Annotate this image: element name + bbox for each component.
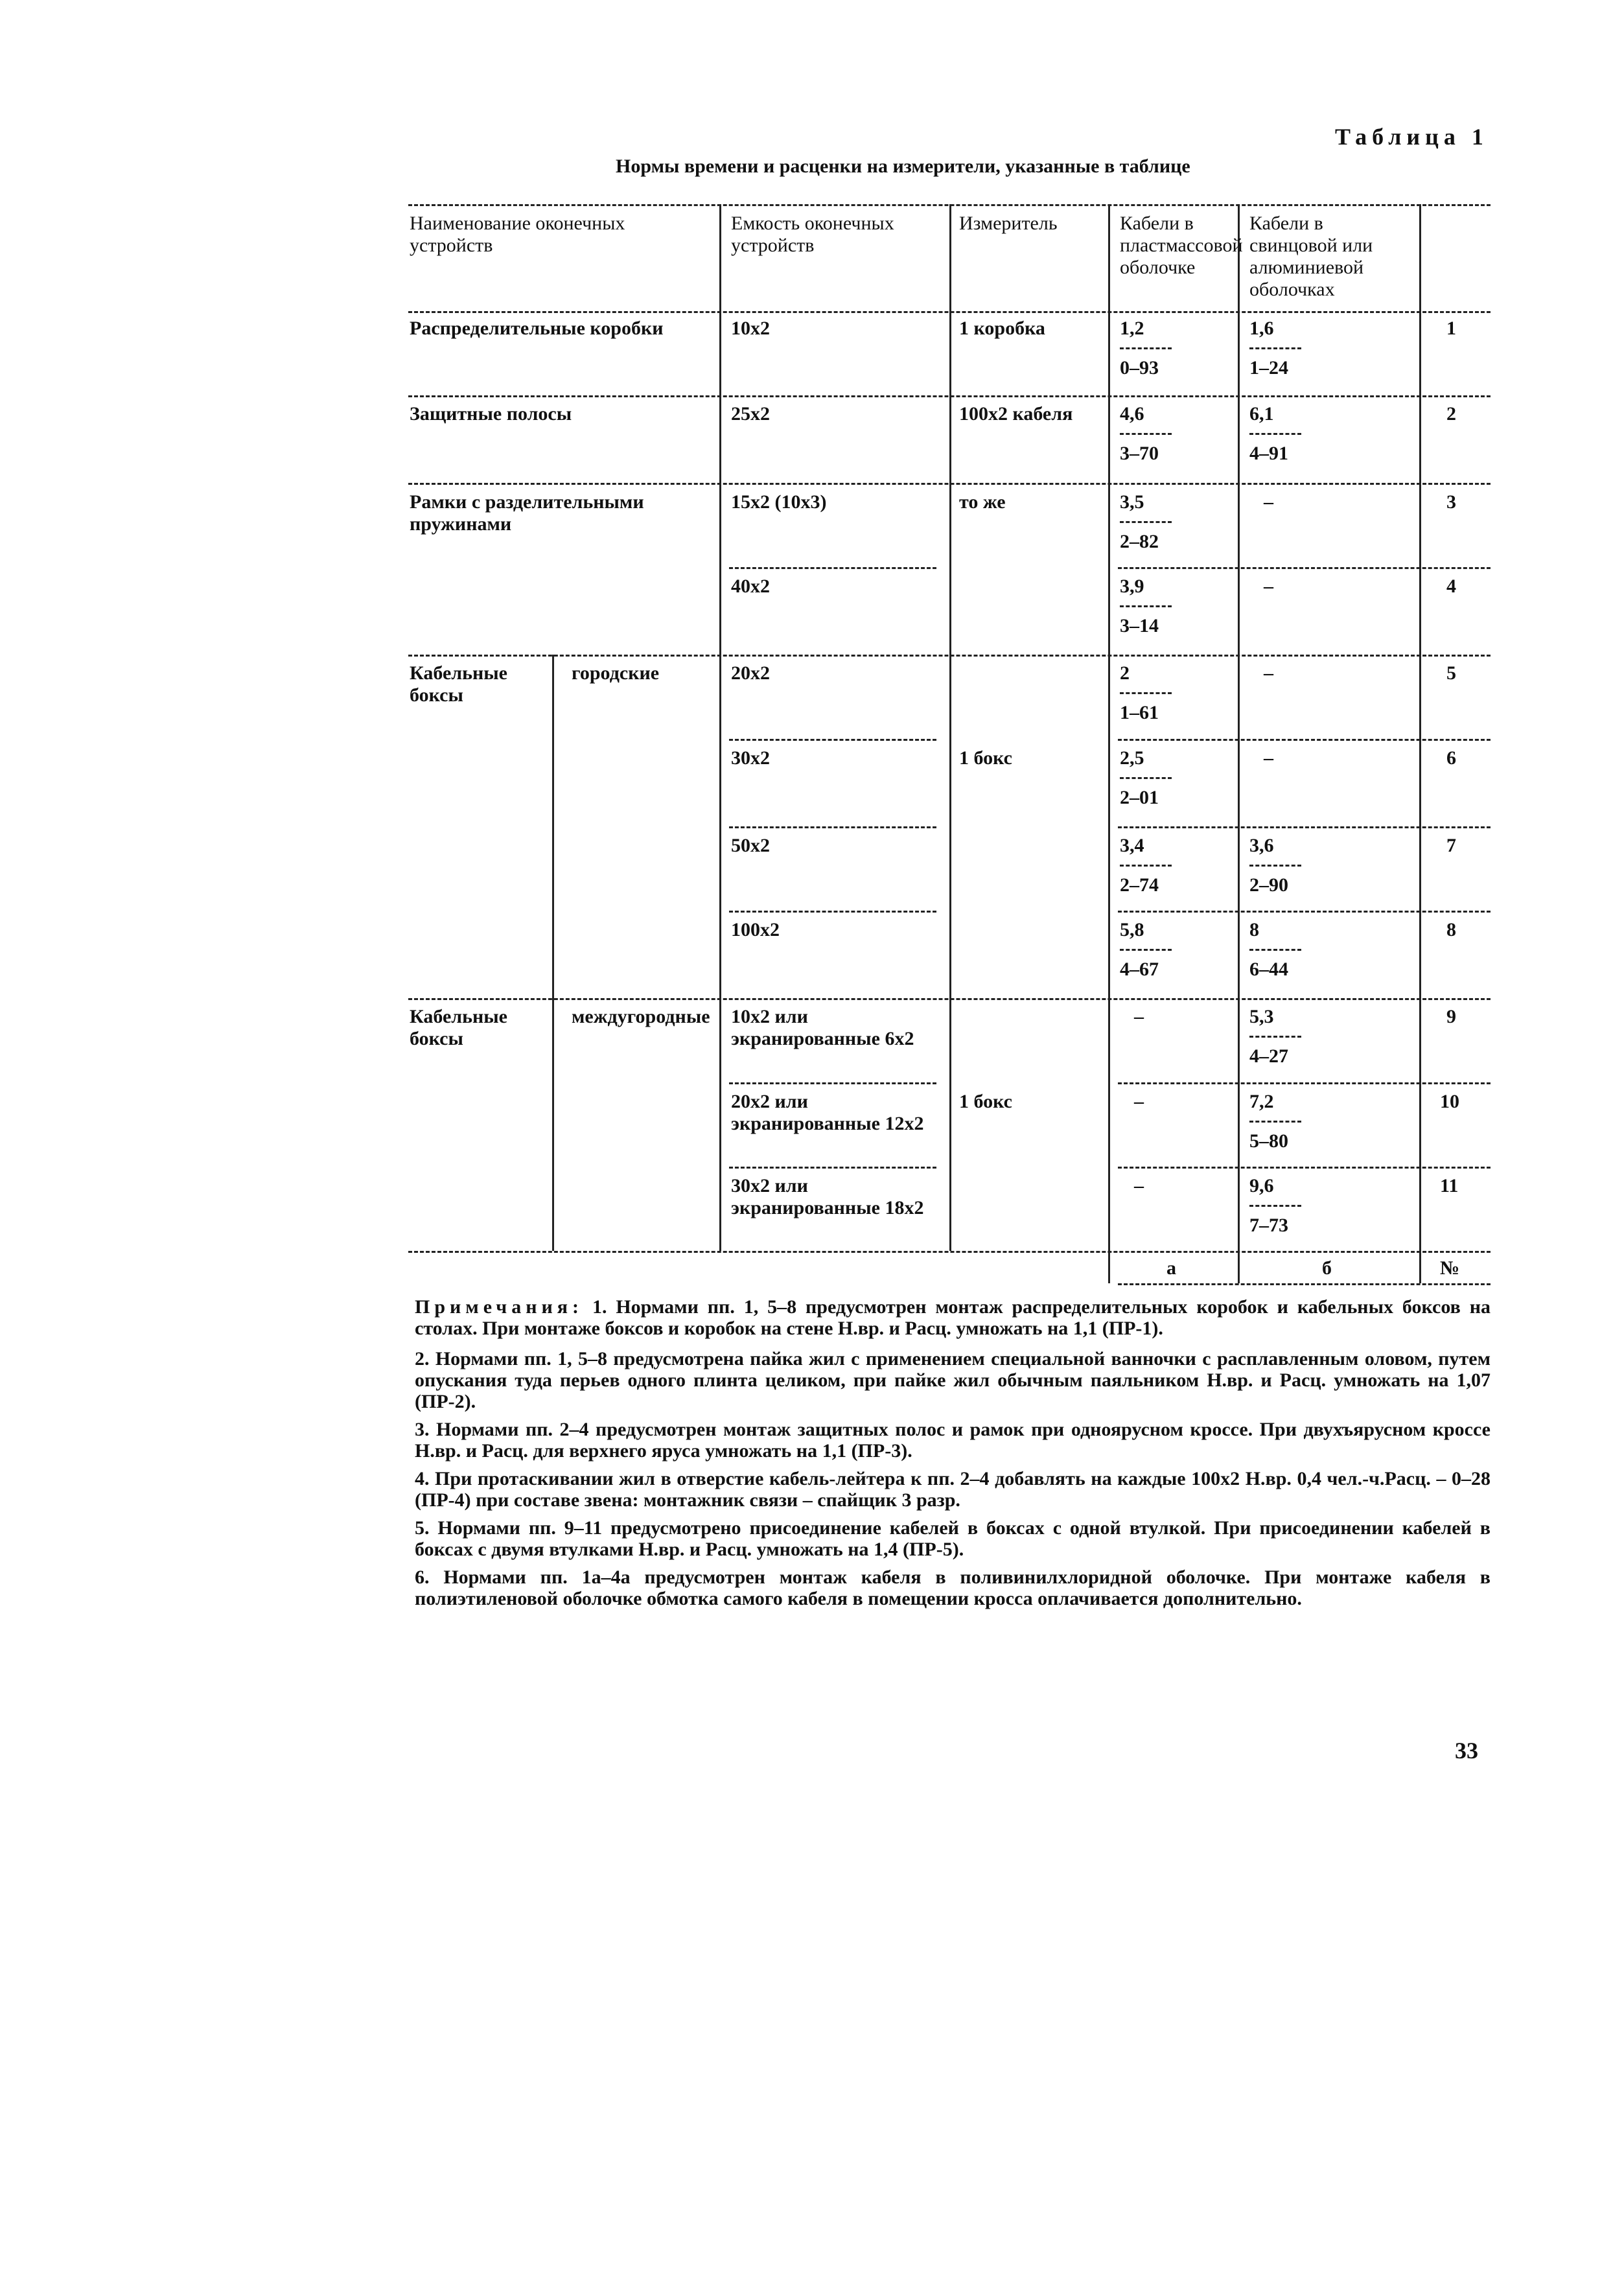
row-capacity: 50x2 [731,835,770,856]
table-number-label: Таблица 1 [1335,124,1489,150]
column-header-unit: Измеритель [959,213,1058,234]
rate: 2–90 [1249,874,1288,896]
rate: 2–01 [1120,787,1159,808]
table-body-bottom-line [408,1251,1491,1253]
row-capacity: 20x2 [731,662,770,684]
plastic-value [1120,662,1249,724]
time-norm: 7,2 [1249,1091,1274,1112]
row-capacity: 10x2 или экранированные 6x2 [731,1006,914,1049]
lead-value [1249,919,1379,981]
column-header-capacity: Емкость оконечных устройств [731,213,894,256]
row-name: Кабельные боксы [410,662,507,706]
row-number: 10 [1440,1091,1459,1112]
note-2: 2. Нормами пп. 1, 5–8 предусмотрена пайка жил с применением специальной ванночки с расплавленным оловом, путем опускания туда перьев одного плинта целиком, при пайке жил обычным паяльником Н.вр. и Расц. умножать на 1,07 (ПР-2). [415,1348,1491,1412]
row-unit: 100x2 кабеля [959,403,1073,425]
rate: 7–73 [1249,1215,1288,1236]
row-capacity: 40x2 [731,576,770,597]
sub-divider [729,911,936,913]
row-divider [1118,826,1491,828]
row-capacity: 20x2 или экранированные 12x2 [731,1091,924,1134]
row-number: 1 [1446,318,1456,339]
row-name: Распределительные коробки [410,318,664,339]
time-norm: 3,5 [1120,491,1144,513]
row-unit: 1 бокс [959,1091,1012,1112]
row-number: 5 [1446,662,1456,684]
lead-value [1249,318,1379,379]
time-norm: 3,6 [1249,835,1274,856]
row-divider [1118,739,1491,741]
column-header-plastic: Кабели в пластмассовой оболочке [1120,213,1243,278]
row-number: 7 [1446,835,1456,856]
row-name: Защитные полосы [410,403,572,425]
rate: 6–44 [1249,959,1288,980]
plastic-value-empty: – [1134,1175,1144,1196]
time-norm: 9,6 [1249,1175,1274,1196]
lead-value-empty: – [1264,747,1273,769]
lead-value [1249,1175,1379,1237]
column-divider [719,204,721,1251]
row-name: Кабельные боксы [410,1006,507,1049]
time-norm: 5,8 [1120,919,1144,940]
rate: 3–70 [1120,443,1159,464]
row-capacity: 30x2 [731,747,770,769]
row-subtype: междугородные [572,1006,710,1027]
lead-value-empty: – [1264,491,1273,513]
row-divider [1118,567,1491,569]
page-number: 33 [1455,1738,1478,1764]
time-norm: 6,1 [1249,403,1274,425]
time-norm: 3,4 [1120,835,1144,856]
notes-section [415,1296,1491,1616]
rate: 1–24 [1249,357,1288,379]
plastic-value-empty: – [1134,1006,1144,1027]
footer-label-number: № [1440,1257,1460,1279]
rate: 4–27 [1249,1045,1288,1067]
rate: 2–82 [1120,531,1159,552]
row-unit: 1 коробка [959,318,1045,339]
time-norm: 1,2 [1120,318,1144,339]
row-number: 2 [1446,403,1456,425]
sub-divider [729,567,936,569]
column-divider [1108,204,1110,1283]
row-number: 3 [1446,491,1456,513]
plastic-value-empty: – [1134,1091,1144,1112]
rate: 3–14 [1120,615,1159,636]
sub-divider [729,1167,936,1169]
row-number: 6 [1446,747,1456,769]
row-capacity: 10x2 [731,318,770,339]
time-norm: 3,9 [1120,576,1144,597]
column-header-name: Наименование оконечных устройств [410,213,625,256]
note-4: 4. При протаскивании жил в отверстие кабель-лейтера к пп. 2–4 добавлять на каждые 100x2 Н.вр. 0,4 чел.-ч.Расц. – 0–28 (ПР-4) при составе звена: монтажник связи – спайщик 3 разр. [415,1468,1491,1511]
lead-value-empty: – [1264,576,1273,597]
row-capacity: 100x2 [731,919,780,940]
table-bottom-line [1118,1283,1491,1285]
row-number: 4 [1446,576,1456,597]
row-unit: то же [959,491,1006,513]
time-norm: 2,5 [1120,747,1144,769]
time-norm: 8 [1249,919,1259,940]
rate: 0–93 [1120,357,1159,379]
row-number: 11 [1440,1175,1459,1196]
row-capacity: 25x2 [731,403,770,425]
row-divider [1118,1082,1491,1084]
sub-column-divider [552,655,554,1251]
rate: 5–80 [1249,1130,1288,1152]
column-divider [1419,204,1421,1283]
row-divider [1118,911,1491,913]
rate: 4–91 [1249,443,1288,464]
column-divider [949,204,951,1251]
row-number: 8 [1446,919,1456,940]
time-norm: 5,3 [1249,1006,1274,1027]
time-norm: 2 [1120,662,1130,684]
note-1: Примечания: 1. Нормами пп. 1, 5–8 предусмотрен монтаж распределительных коробок и кабельных боксов на столах. При монтаже боксов и коробок на стене Н.вр. и Расц. умножать на 1,1 (ПР-1). [415,1296,1491,1339]
rate: 4–67 [1120,959,1159,980]
row-number: 9 [1446,1006,1456,1027]
sub-divider [729,1082,936,1084]
footer-label-a: а [1166,1257,1176,1279]
footer-label-b: б [1322,1257,1332,1279]
plastic-value [1120,403,1249,465]
column-header-lead: Кабели в свинцовой или алюминиевой оболочках [1249,213,1373,300]
row-divider [1118,1167,1491,1169]
note-5: 5. Нормами пп. 9–11 предусмотрено присоединение кабелей в боксах с одной втулкой. При присоединении кабелей в боксах с двумя втулками Н.вр. и Расц. умножать на 1,4 (ПР-5). [415,1517,1491,1560]
plastic-value [1120,919,1249,981]
rate: 2–74 [1120,874,1159,896]
plastic-value [1120,318,1249,379]
time-norm: 4,6 [1120,403,1144,425]
sub-divider [729,739,936,741]
lead-value [1249,1006,1379,1067]
row-name: Рамки с разделительными пружинами [410,491,644,535]
lead-value-empty: – [1264,662,1273,684]
lead-value [1249,403,1379,465]
notes-title: Примечания: [415,1296,584,1318]
row-subtype: городские [572,662,660,684]
lead-value [1249,835,1379,896]
plastic-value [1120,491,1249,553]
time-norm: 1,6 [1249,318,1274,339]
plastic-value [1120,576,1249,637]
row-capacity: 30x2 или экранированные 18x2 [731,1175,924,1218]
plastic-value [1120,835,1249,896]
table-caption: Нормы времени и расценки на измерители, указанные в таблице [616,156,1190,177]
sub-divider [729,826,936,828]
plastic-value [1120,747,1249,809]
row-capacity: 15x2 (10x3) [731,491,827,513]
note-6: 6. Нормами пп. 1а–4а предусмотрен монтаж кабеля в поливинилхлоридной оболочке. При монтаже кабеля в полиэтиленовой оболочке обмотка самого кабеля в помещении кросса оплачивается дополнительно. [415,1567,1491,1609]
row-unit: 1 бокс [959,747,1012,769]
rate: 1–61 [1120,702,1159,723]
lead-value [1249,1091,1379,1152]
note-3: 3. Нормами пп. 2–4 предусмотрен монтаж защитных полос и рамок при одноярусном кроссе. При двухъярусном кроссе Н.вр. и Расц. для верхнего яруса умножать на 1,1 (ПР-3). [415,1419,1491,1462]
